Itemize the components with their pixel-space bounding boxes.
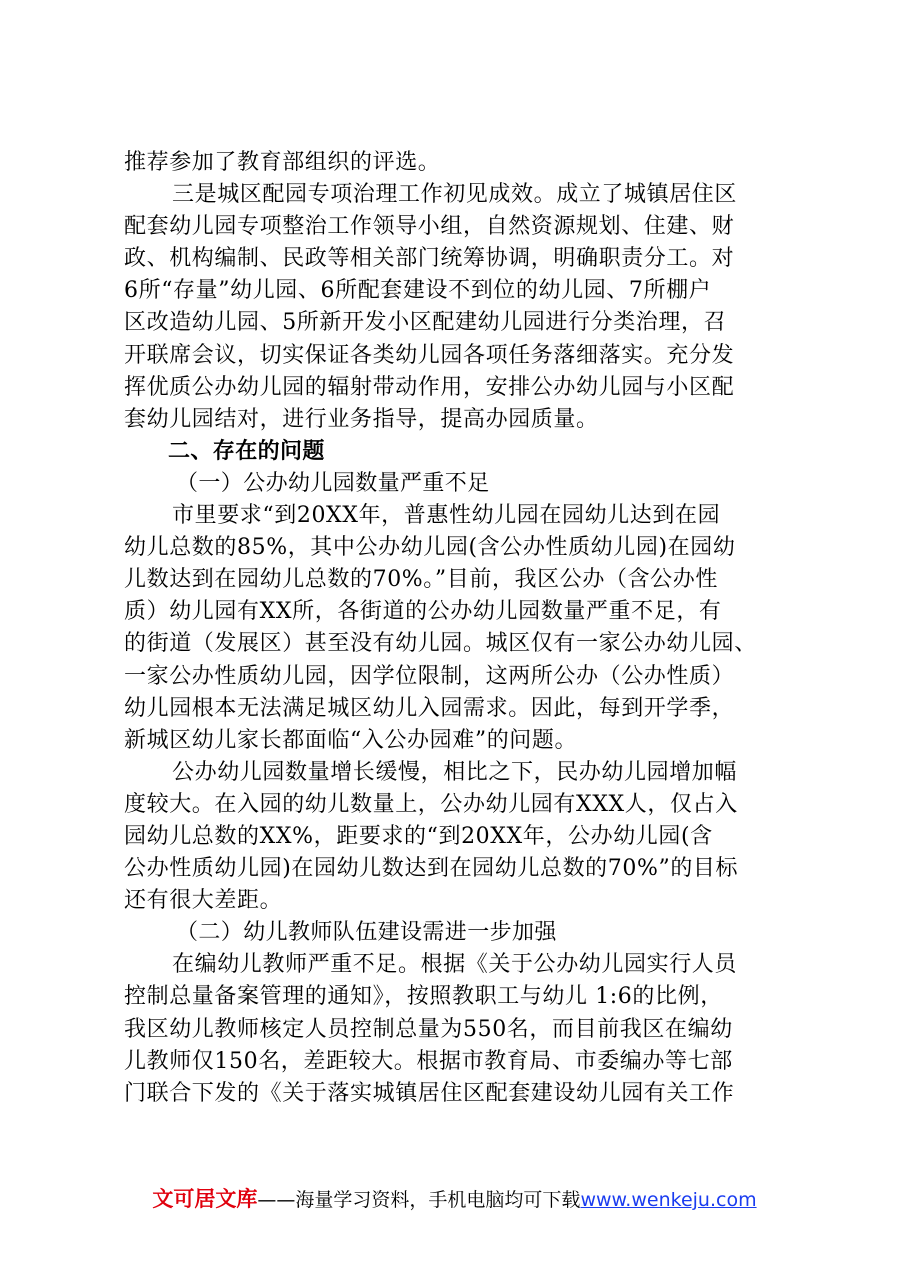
text-line: 区改造幼儿园、5所新开发小区配建幼儿园进行分类治理，召 bbox=[124, 310, 727, 336]
text-line: 我区幼儿教师核定人员控制总量为550名，而目前我区在编幼 bbox=[124, 1016, 733, 1042]
text-line: 三是城区配园专项治理工作初见成效。成立了城镇居住区 bbox=[172, 182, 738, 208]
text-line: 儿教师仅150名，差距较大。根据市教育局、市委编办等七部 bbox=[124, 1048, 733, 1074]
footer-slogan: ——海量学习资料，手机电脑均可下载 bbox=[257, 1189, 581, 1211]
footer-link[interactable]: www.wenkeju.com bbox=[580, 1189, 757, 1211]
text-line: 门联合下发的《关于落实城镇居住区配套建设幼儿园有关工作 bbox=[124, 1080, 735, 1106]
footer-brand: 文可居文库 bbox=[152, 1187, 258, 1211]
text-line: 一家公办性质幼儿园，因学位限制，这两所公办（公办性质） bbox=[124, 663, 735, 689]
text-line: 幼儿总数的85%，其中公办幼儿园(含公办性质幼儿园)在园幼 bbox=[124, 535, 736, 561]
text-line: 在编幼儿教师严重不足。根据《关于公办幼儿园实行人员 bbox=[172, 952, 738, 978]
document-body bbox=[124, 147, 796, 1110]
text-line: 的街道（发展区）甚至没有幼儿园。城区仅有一家公办幼儿园、 bbox=[124, 631, 757, 657]
text-line: 控制总量备案管理的通知》，按照教职工与幼儿 1:6的比例， bbox=[124, 984, 723, 1010]
footer-banner bbox=[0, 1183, 909, 1213]
text-line: 公办幼儿园数量增长缓慢，相比之下，民办幼儿园增加幅 bbox=[172, 759, 738, 785]
subsection-heading: （一）公办幼儿园数量严重不足 bbox=[176, 470, 490, 496]
text-line: 政、机构编制、民政等相关部门统筹协调，明确职责分工。对 bbox=[124, 246, 735, 272]
text-line: 6所“存量”幼儿园、6所配套建设不到位的幼儿园、7所棚户 bbox=[124, 278, 712, 304]
section-heading: 二、存在的问题 bbox=[168, 438, 325, 464]
text-line: 还有很大差距。 bbox=[124, 888, 283, 914]
text-line: 质）幼儿园有XX所，各街道的公办幼儿园数量严重不足，有 bbox=[124, 599, 722, 625]
text-line: 开联席会议，切实保证各类幼儿园各项任务落细落实。充分发 bbox=[124, 342, 735, 368]
text-line: 公办性质幼儿园)在园幼儿数达到在园幼儿总数的70%”的目标 bbox=[124, 856, 739, 882]
text-line: 新城区幼儿家长都面临“入公办园难”的问题。 bbox=[124, 727, 578, 753]
text-line: 配套幼儿园专项整治工作领导小组，自然资源规划、住建、财 bbox=[124, 214, 735, 240]
text-line: 幼儿园根本无法满足城区幼儿入园需求。因此，每到开学季， bbox=[124, 695, 735, 721]
text-line: 推荐参加了教育部组织的评选。 bbox=[124, 150, 441, 175]
text-line: 儿数达到在园幼儿总数的70%。”目前，我区公办（含公办性 bbox=[124, 567, 718, 593]
text-line: 挥优质公办幼儿园的辐射带动作用，安排公办幼儿园与小区配 bbox=[124, 374, 735, 400]
text-line: 园幼儿总数的XX%，距要求的“到20XX年，公办幼儿园(含 bbox=[124, 823, 713, 849]
text-line: 度较大。在入园的幼儿数量上，公办幼儿园有XXX人，仅占入 bbox=[124, 791, 738, 817]
text-line: 市里要求“到20XX年，普惠性幼儿园在园幼儿达到在园 bbox=[172, 503, 721, 529]
subsection-heading: （二）幼儿教师队伍建设需进一步加强 bbox=[176, 920, 557, 946]
text-line: 套幼儿园结对，进行业务指导，提高办园质量。 bbox=[124, 406, 599, 432]
